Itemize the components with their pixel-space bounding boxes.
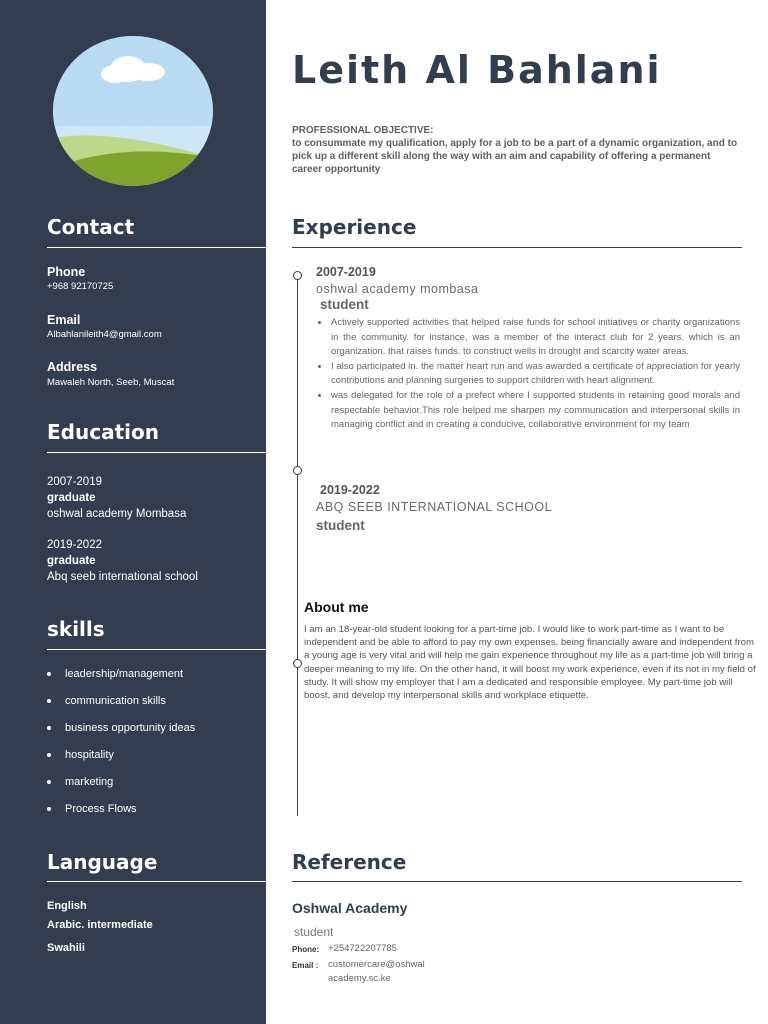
timeline-dot: [293, 659, 302, 668]
reference-email-line: customercare@oshwal: [328, 959, 425, 970]
skills-list: [47, 666, 195, 828]
skill-item: business opportunity ideas: [47, 720, 195, 747]
reference-name: Oshwal Academy: [292, 900, 408, 916]
experience-heading: Experience: [292, 215, 417, 239]
reference-heading: Reference: [292, 850, 407, 874]
email-label: Email: [47, 313, 81, 327]
contact-heading: Contact: [47, 215, 135, 239]
experience-org: oshwal academy mombasa: [316, 282, 479, 296]
avatar: [53, 36, 213, 186]
education-divider: [47, 452, 266, 453]
phone-value: +968 92170725: [47, 281, 114, 292]
education-heading: Education: [47, 420, 159, 444]
education-degree: graduate: [47, 555, 96, 567]
experience-bullet: I also participated in. the matter heart run and was awarded a certificate of appreciation for yearly contributions and planning surgeries to support children with heart alignment.: [313, 360, 740, 389]
candidate-name: Leith Al Bahlani: [292, 48, 662, 92]
education-years: 2007-2019: [47, 476, 102, 488]
education-item: [47, 474, 186, 522]
experience-years: 2007-2019: [316, 265, 376, 279]
experience-bullet: Actively supported activities that helped raise funds for school initiatives or charity organizations in the community. for instance, was a member of the interact club for 2 years. which is an organization. that raises funds. to construct wells in drought and scarcity water areas.: [313, 316, 740, 360]
address-label: Address: [47, 360, 98, 374]
education-school: Abq seeb international school: [47, 571, 198, 583]
education-item: [47, 537, 198, 585]
skill-item: marketing: [47, 774, 195, 801]
reference-phone-label: Phone:: [292, 945, 320, 954]
objective-text: to consummate my qualification, apply for a job to be a part of a dynamic organization, and to pick up a different skill along the way with an aim and capability of offering a permanent career opportunity: [292, 138, 738, 175]
skills-heading: skills: [47, 617, 105, 641]
address-value: Mawaleh North, Seeb, Muscat: [47, 377, 175, 388]
timeline-dot: [293, 466, 302, 475]
skill-item: Process Flows: [47, 801, 195, 828]
skill-item: leadership/management: [47, 666, 195, 693]
about-heading: About me: [304, 599, 369, 615]
contact-divider: [47, 247, 266, 248]
email-value: Albahlanileith4@gmail.com: [47, 329, 162, 340]
language-divider: [47, 881, 266, 882]
language-heading: Language: [47, 850, 158, 874]
timeline-dot: [293, 271, 302, 280]
experience-role: student: [320, 297, 369, 312]
phone-label: Phone: [47, 265, 86, 279]
education-degree: graduate: [47, 492, 96, 504]
skill-item: hospitality: [47, 747, 195, 774]
experience-years: 2019-2022: [320, 483, 380, 497]
reference-phone: +254722207785: [328, 943, 397, 954]
language-item: Arabic. intermediate: [47, 919, 153, 931]
skills-divider: [47, 649, 266, 650]
reference-role: student: [294, 925, 334, 939]
education-school: oshwal academy Mombasa: [47, 508, 187, 520]
language-item: English: [47, 900, 87, 912]
experience-role: student: [316, 518, 365, 533]
reference-divider: [292, 881, 742, 882]
education-years: 2019-2022: [47, 539, 102, 551]
skill-item: communication skills: [47, 693, 195, 720]
experience-bullet: was delegated for the role of a prefect where I supported students in retaining good morals and respectable behavior.This role helped me sharpen my communication and interpersonal skills in managing conflict and in creating a conducive, collaborative environment for my team: [313, 389, 740, 433]
professional-objective: [292, 124, 740, 176]
experience-divider: [292, 247, 742, 248]
sidebar: [0, 0, 266, 1024]
reference-email-label: Email :: [292, 961, 319, 970]
reference-email: [328, 958, 425, 986]
timeline-line: [297, 276, 298, 816]
about-text: I am an 18-year-old student looking for a part-time job. I would like to work part-time as I want to be independent and be able to afford to pay my own expenses. being financially aware and independent from a young age is very vital and will help me gain experience throughout my life as a part-time job will bring a deeper meaning to my life. On the other hand, it will boost my work experience, even if its not in my field of study. It will show my employer that I am a dedicated and responsible employee. My part-time job will boost, and develop my interpersonal skills and workplace etiquette.: [304, 624, 756, 702]
objective-heading: PROFESSIONAL OBJECTIVE:: [292, 125, 434, 136]
reference-email-line: academy.sc.ke: [328, 973, 391, 984]
experience-bullets: [313, 316, 740, 433]
language-item: Swahili: [47, 942, 85, 954]
experience-org: ABQ SEEB INTERNATIONAL SCHOOL: [316, 500, 553, 514]
